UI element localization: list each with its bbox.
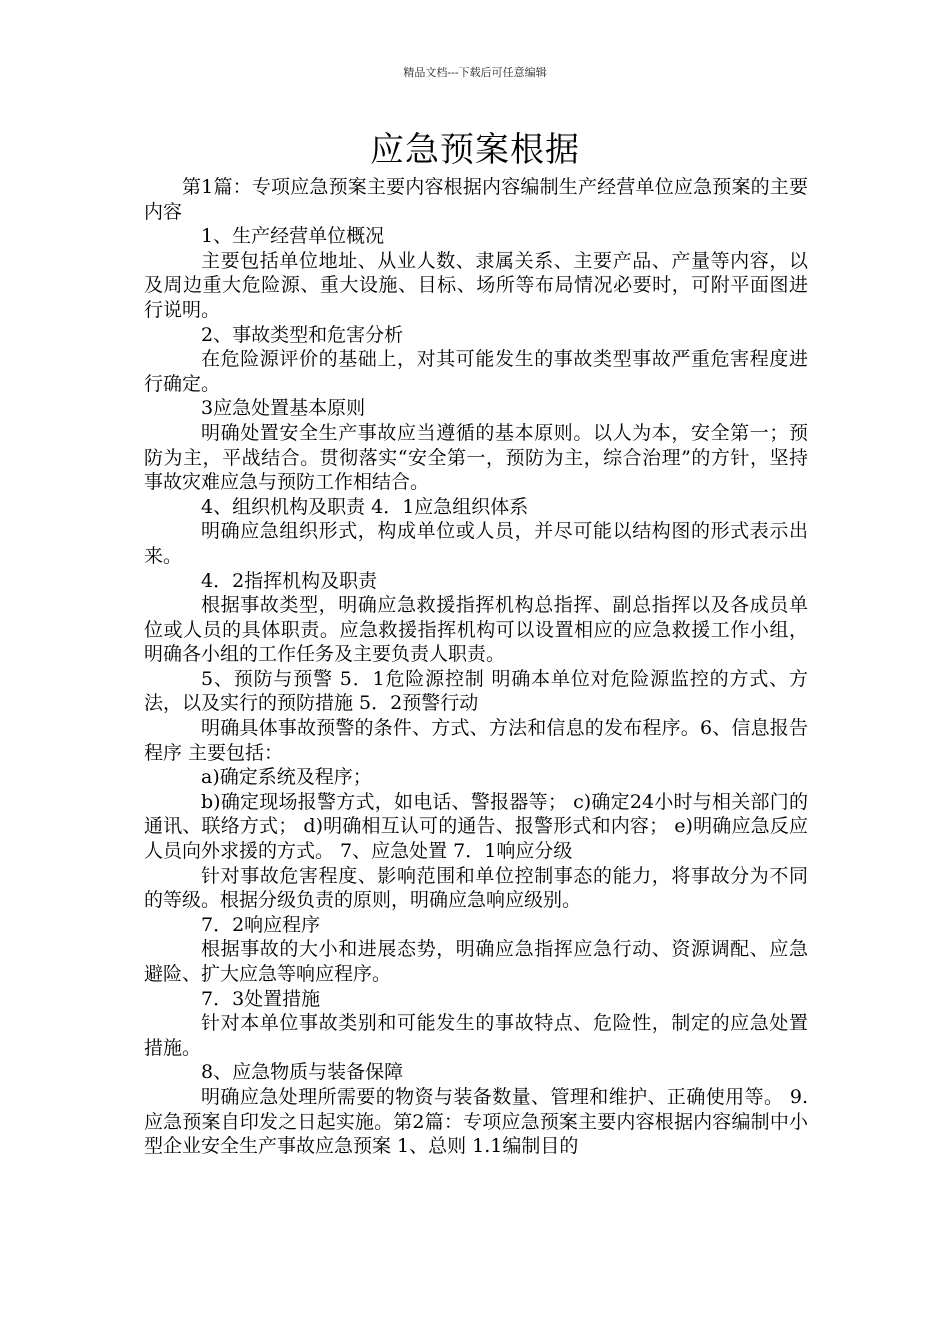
paragraph-7-1: 针对事故危害程度、影响范围和单位控制事态的能力，将事故分为不同的等级。根据分级负责的原则，明确应急响应级别。 [144,864,808,912]
section-heading-4-2: 4．2指挥机构及职责 [201,569,378,592]
paragraph-1: 主要包括单位地址、从业人数、隶属关系、主要产品、产量等内容，以及周边重大危险源、重大设施、目标、场所等布局情况必要时，可附平面图进行说明。 [144,249,808,321]
document-body [144,175,808,1159]
list-item-a: a)确定系统及程序； [201,766,372,789]
header-note: 精品文档---下载后可任意编辑 [403,66,547,79]
section-heading-4: 4、组织机构及职责 4．1应急组织体系 [201,495,529,518]
section-heading-2: 2、事故类型和危害分析 [201,323,404,346]
paragraph-2: 在危险源评价的基础上，对其可能发生的事故类型事故严重危害程度进行确定。 [144,348,808,395]
section-heading-3: 3应急处置基本原则 [201,397,366,420]
paragraph-4: 明确应急组织形式，构成单位或人员，并尽可能以结构图的形式表示出来。 [144,520,808,567]
paragraph-4-2: 根据事故类型，明确应急救援指挥机构总指挥、副总指挥以及各成员单位或人员的具体职责。应急救援指挥机构可以设置相应的应急救援工作小组，明确各小组的工作任务及主要负责人职责。 [144,594,808,666]
section-heading-7-3: 7．3处置措施 [201,987,321,1010]
list-item-b-e: b)确定现场报警方式，如电话、警报器等； c)确定24小时与相关部门的通讯、联络方式； d)明确相互认可的通告、报警形式和内容； e)明确应急反应人员向外求援的方式。 7、应急处置 7．1响应分级 [144,790,808,863]
document-title: 应急预案根据 [370,130,580,170]
section-heading-8: 8、应急物质与装备保障 [201,1061,404,1084]
paragraph-8: 明确应急处理所需要的物资与装备数量、管理和维护、正确使用等。 9.应急预案自印发之日起实施。第2篇：专项应急预案主要内容根据内容编制中小型企业安全生产事故应急预案 1、总则 1.1编制目的 [144,1085,808,1158]
paragraph-article-1-intro: 第1篇：专项应急预案主要内容根据内容编制生产经营单位应急预案的主要内容 [144,176,808,223]
paragraph-5: 5、预防与预警 5．1危险源控制 明确本单位对危险源监控的方式、方法，以及实行的预防措施 5．2预警行动 [144,667,808,715]
section-heading-1: 1、生产经营单位概况 [201,225,385,248]
paragraph-7-2: 根据事故的大小和进展态势，明确应急指挥应急行动、资源调配、应急避险、扩大应急等响应程序。 [144,938,808,985]
paragraph-5-2: 明确具体事故预警的条件、方式、方法和信息的发布程序。6、信息报告程序 主要包括： [144,717,808,764]
paragraph-3: 明确处置安全生产事故应当遵循的基本原则。以人为本，安全第一；预防为主，平战结合。贯彻落实“安全第一，预防为主，综合治理”的方针，坚持事故灾难应急与预防工作相结合。 [144,421,808,494]
paragraph-7-3: 针对本单位事故类别和可能发生的事故特点、危险性，制定的应急处置措施。 [144,1012,808,1059]
section-heading-7-2: 7．2响应程序 [201,913,321,936]
